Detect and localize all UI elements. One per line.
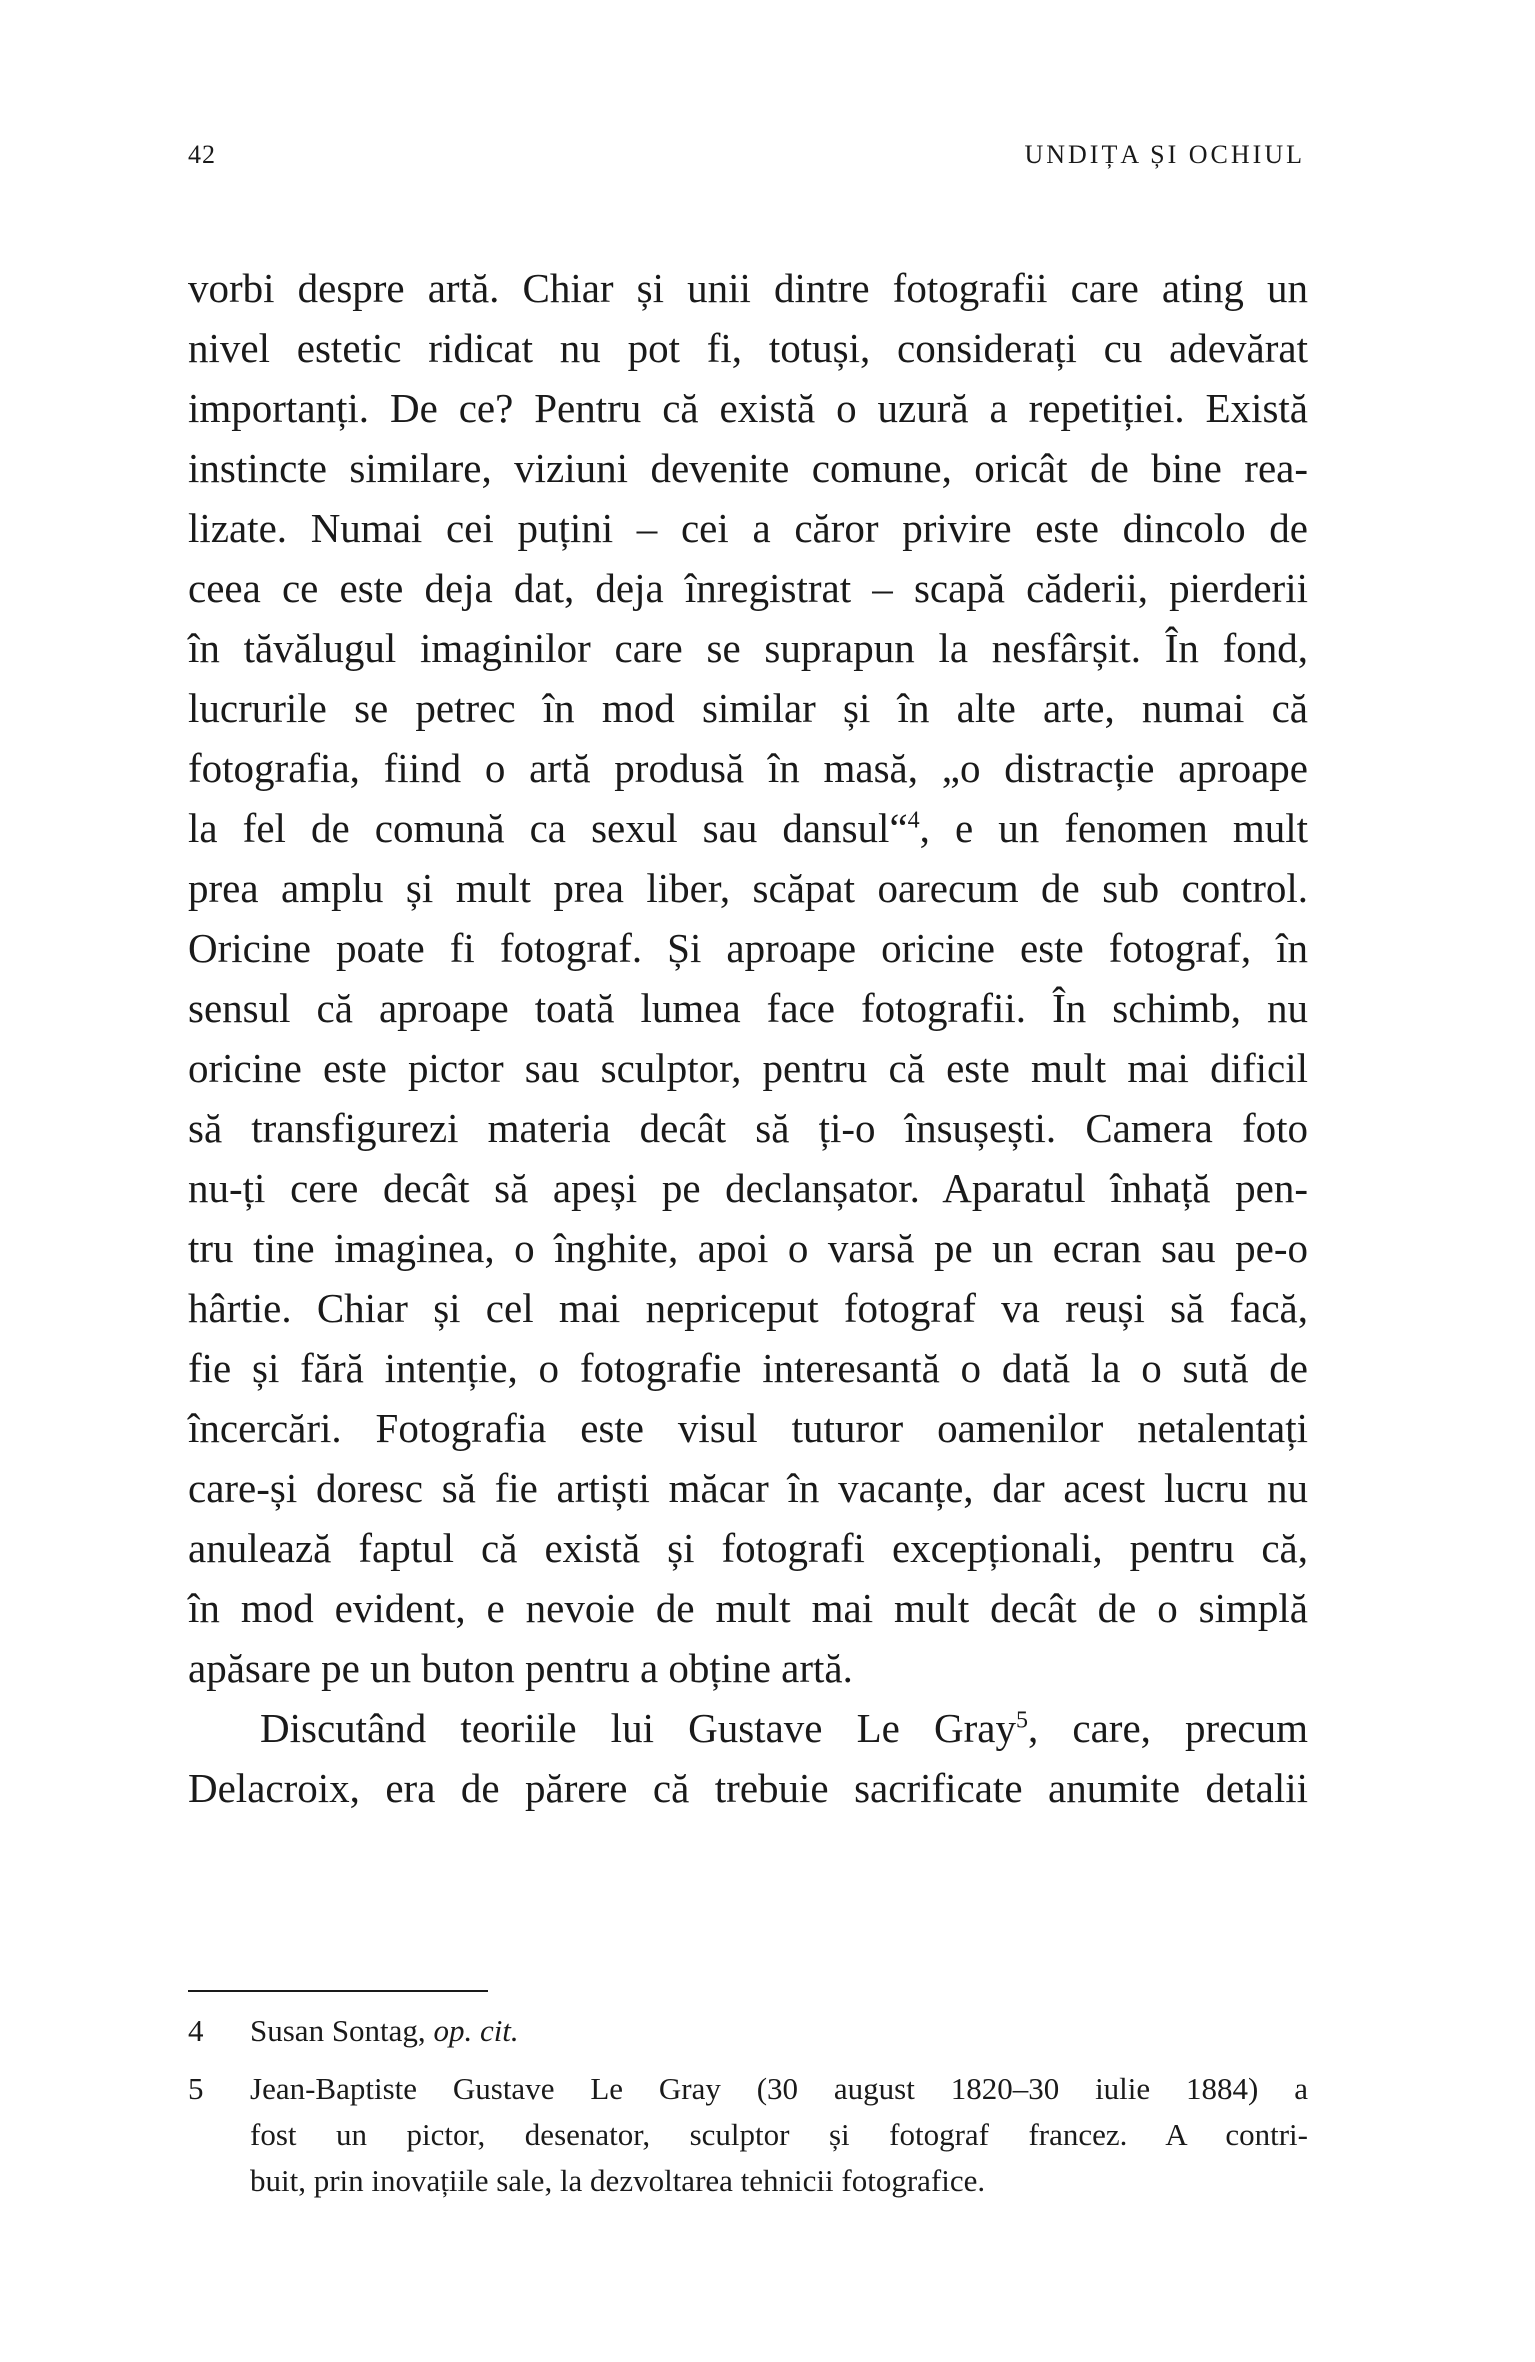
text-line: lucrurile se petrec în mod similar și în alte arte, numai că: [188, 685, 1308, 731]
footnote-line: [250, 2008, 1308, 2054]
text-line: care-și doresc să fie artiști măcar în vacanțe, dar acest lucru nu: [188, 1465, 1308, 1511]
text-line: fotografia, fiind o artă produsă în masă, „o distracție aproape: [188, 745, 1308, 791]
text-line: oricine este pictor sau sculptor, pentru că este mult mai dificil: [188, 1045, 1308, 1091]
footnote-number: 4: [188, 2013, 204, 2048]
text-line: Oricine poate fi fotograf. Și aproape oricine este fotograf, în: [188, 925, 1308, 971]
text-line: ceea ce este deja dat, deja înregistrat – scapă căderii, pierderii: [188, 565, 1308, 611]
text-line: sensul că aproape toată lumea face fotografii. În schimb, nu: [188, 985, 1308, 1031]
text-line: să transfigurezi materia decât să ți-o însușești. Camera foto: [188, 1105, 1308, 1151]
text-line: Delacroix, era de părere că trebuie sacrificate anumite detalii: [188, 1765, 1308, 1811]
footnote-author: Susan Sontag,: [250, 2013, 434, 2048]
text-line: prea amplu și mult prea liber, scăpat oarecum de sub control.: [188, 865, 1308, 911]
footnote-ref-4[interactable]: 4: [907, 807, 920, 834]
text-line-with-footnote-ref: [188, 798, 1308, 858]
text-line: hârtie. Chiar și cel mai nepriceput fotograf va reuși să facă,: [188, 1285, 1308, 1331]
footnote-citation: op. cit.: [433, 2013, 519, 2048]
text-line: în mod evident, e nevoie de mult mai mult decât de o simplă: [188, 1585, 1308, 1631]
text-line: importanți. De ce? Pentru că există o uzură a repetiției. Există: [188, 385, 1308, 431]
text-line: instincte similare, viziuni devenite comune, oricât de bine rea-: [188, 445, 1308, 491]
text-segment: , e un fenomen mult: [919, 805, 1309, 851]
footnote-line: Jean-Baptiste Gustave Le Gray (30 august 1820–30 iulie 1884) a: [250, 2071, 1308, 2106]
running-title: UNDIȚA ȘI OCHIUL: [1024, 140, 1305, 169]
text-line: lizate. Numai cei puțini – cei a căror privire este dincolo de: [188, 505, 1308, 551]
text-line: apăsare pe un buton pentru a obține artă.: [188, 1645, 853, 1691]
footnotes: [188, 2008, 1308, 2204]
text-segment: la fel de comună ca sexul sau dansul“: [188, 805, 908, 851]
footnote-ref-5[interactable]: 5: [1015, 1707, 1028, 1734]
paragraph-start-line: [188, 1698, 1308, 1758]
page-number: 42: [188, 140, 216, 169]
footnote-4: [188, 2008, 1308, 2054]
footnote-line: buit, prin inovațiile sale, la dezvoltarea tehnicii fotografice.: [250, 2163, 986, 2198]
text-line: anulează faptul că există și fotografi excepționali, pentru că,: [188, 1525, 1308, 1571]
text-line: vorbi despre artă. Chiar și unii dintre fotografii care ating un: [188, 265, 1308, 311]
footnote-divider: [188, 1990, 488, 1992]
text-line: nivel estetic ridicat nu pot fi, totuși, considerați cu adevărat: [188, 325, 1308, 371]
footnote-line: fost un pictor, desenator, sculptor și fotograf francez. A contri-: [250, 2117, 1308, 2152]
text-segment: Discutând teoriile lui Gustave Le Gray: [260, 1705, 1016, 1751]
main-text: [188, 258, 1308, 1818]
text-segment: , care, precum: [1027, 1705, 1308, 1751]
footnote-5: [188, 2066, 1308, 2204]
text-line: fie și fără intenție, o fotografie interesantă o dată la o sută de: [188, 1345, 1308, 1391]
text-line: nu-ți cere decât să apeși pe declanșator. Aparatul înhață pen-: [188, 1165, 1308, 1211]
footnote-text: [250, 2066, 1308, 2204]
text-line: în tăvălugul imaginilor care se suprapun la nesfârșit. În fond,: [188, 625, 1308, 671]
footnote-text: [250, 2008, 1308, 2054]
text-line: încercări. Fotografia este visul tuturor oamenilor netalentați: [188, 1405, 1308, 1451]
text-line: tru tine imaginea, o înghite, apoi o varsă pe un ecran sau pe-o: [188, 1225, 1308, 1271]
footnote-number: 5: [188, 2071, 204, 2106]
